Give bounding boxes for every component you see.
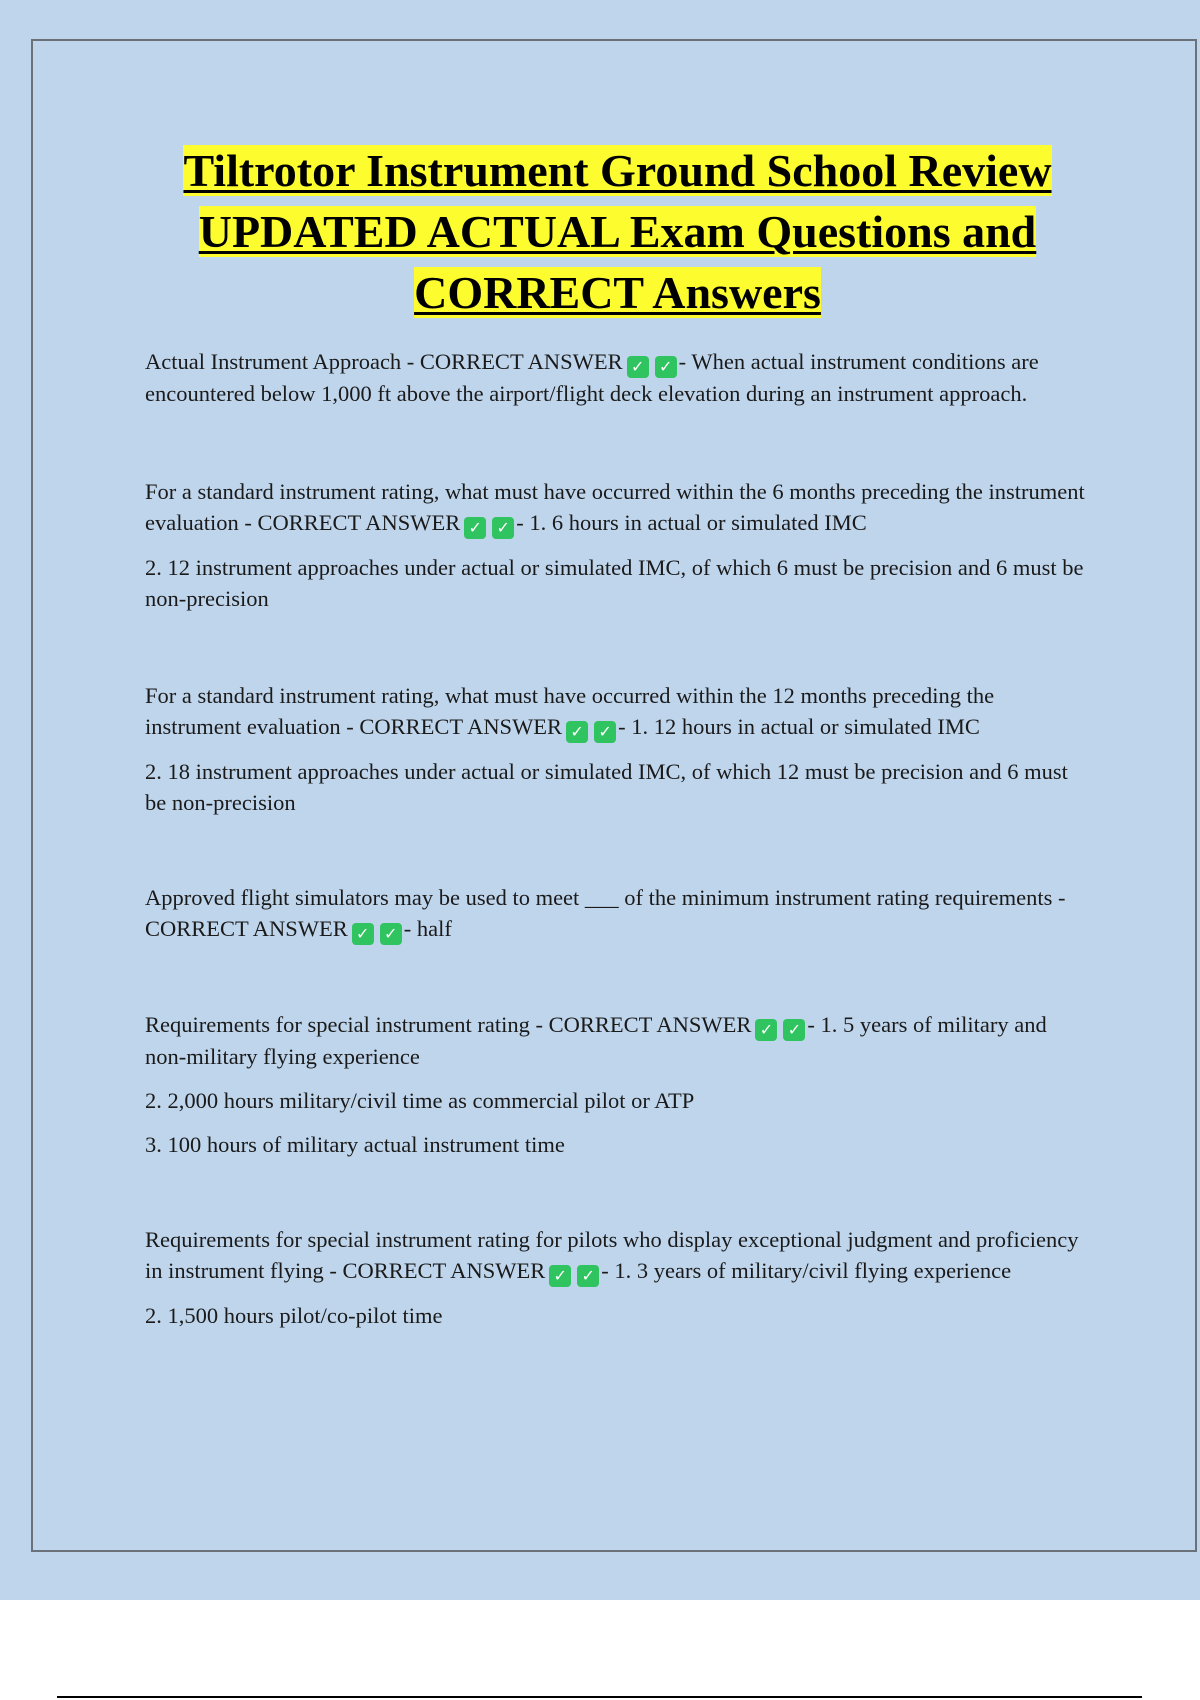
green-checkmark-box-icon: ✓ bbox=[464, 517, 486, 539]
qa-list bbox=[145, 346, 1085, 1331]
qa-item bbox=[145, 346, 1085, 409]
title-line-1: Tiltrotor Instrument Ground School Review bbox=[183, 145, 1052, 196]
green-checkmark-box-icon: ✓ bbox=[492, 517, 514, 539]
green-checkmark-box-icon: ✓ bbox=[783, 1019, 805, 1041]
green-checkmark-box-icon: ✓ bbox=[655, 356, 677, 378]
answer-text: - half bbox=[403, 916, 452, 941]
green-checkmark-box-icon: ✓ bbox=[755, 1019, 777, 1041]
qa-question-answer bbox=[145, 1224, 1085, 1287]
qa-item bbox=[145, 1224, 1085, 1331]
answer-text: - When actual instrument conditions are encountered below 1,000 ft above the airport/flight deck elevation during an instrument approach. bbox=[145, 349, 1039, 406]
answer-continuation: 2. 18 instrument approaches under actual or simulated IMC, of which 12 must be precision and 6 must be non-precision bbox=[145, 759, 1068, 815]
qa-item bbox=[145, 1009, 1085, 1160]
qa-question-answer bbox=[145, 680, 1085, 743]
title-line-2: UPDATED ACTUAL Exam Questions and bbox=[198, 206, 1037, 257]
answer-text: - 1. 5 years of military and non-military flying experience bbox=[145, 1012, 1047, 1069]
question-text: Actual Instrument Approach - CORRECT ANSWER bbox=[145, 349, 623, 374]
green-checkmark-box-icon: ✓ bbox=[577, 1265, 599, 1287]
document-title bbox=[60, 140, 1175, 323]
title-line-3: CORRECT Answers bbox=[414, 267, 821, 318]
green-checkmark-box-icon: ✓ bbox=[566, 721, 588, 743]
answer-continuation: 2. 1,500 hours pilot/co-pilot time bbox=[145, 1303, 443, 1328]
answer-text: - 1. 6 hours in actual or simulated IMC bbox=[516, 510, 867, 535]
answer-text: - 1. 12 hours in actual or simulated IMC bbox=[618, 714, 980, 739]
green-checkmark-box-icon: ✓ bbox=[594, 721, 616, 743]
answer-continuation: 2. 12 instrument approaches under actual or simulated IMC, of which 6 must be precision and 6 must be non-precision bbox=[145, 555, 1084, 611]
qa-item bbox=[145, 882, 1085, 945]
green-checkmark-box-icon: ✓ bbox=[627, 356, 649, 378]
question-text: Approved flight simulators may be used to meet ___ of the minimum instrument rating requirements - CORRECT ANSWER bbox=[145, 885, 1066, 941]
answer-continuation: 2. 2,000 hours military/civil time as commercial pilot or ATP bbox=[145, 1088, 695, 1113]
page-bottom-rule bbox=[57, 1696, 1142, 1698]
question-text: For a standard instrument rating, what must have occurred within the 12 months preceding the instrument evaluation - CORRECT ANSWER bbox=[145, 683, 995, 739]
qa-question-answer bbox=[145, 346, 1085, 409]
green-checkmark-box-icon: ✓ bbox=[352, 923, 374, 945]
answer-continuation: 3. 100 hours of military actual instrument time bbox=[145, 1132, 565, 1157]
question-text: For a standard instrument rating, what must have occurred within the 6 months preceding the instrument evaluation - CORRECT ANSWER bbox=[145, 479, 1085, 535]
qa-question-answer bbox=[145, 1009, 1085, 1072]
qa-item bbox=[145, 680, 1085, 818]
green-checkmark-box-icon: ✓ bbox=[380, 923, 402, 945]
qa-question-answer bbox=[145, 476, 1085, 539]
qa-question-answer bbox=[145, 882, 1085, 945]
question-text: Requirements for special instrument rating for pilots who display exceptional judgment and proficiency in instrument flying - CORRECT ANSWER bbox=[145, 1227, 1079, 1283]
green-checkmark-box-icon: ✓ bbox=[549, 1265, 571, 1287]
question-text: Requirements for special instrument rating - CORRECT ANSWER bbox=[145, 1012, 752, 1037]
answer-text: - 1. 3 years of military/civil flying experience bbox=[601, 1258, 1012, 1283]
qa-item bbox=[145, 476, 1085, 614]
